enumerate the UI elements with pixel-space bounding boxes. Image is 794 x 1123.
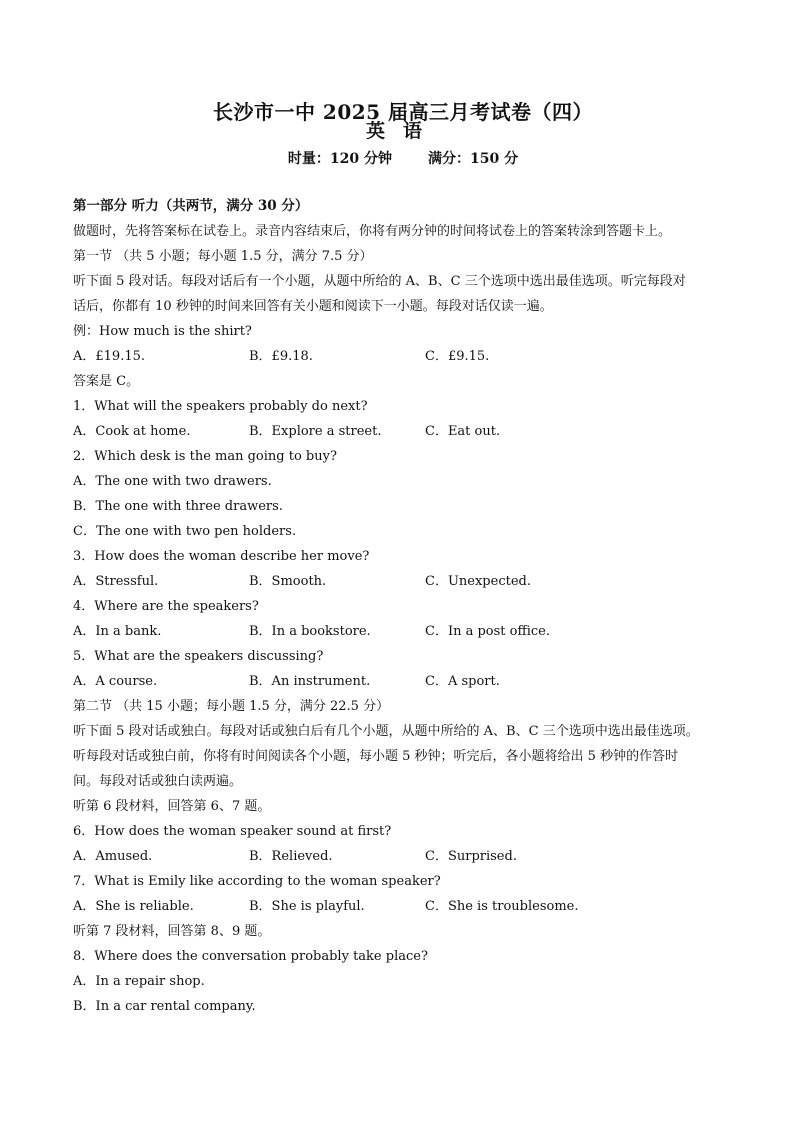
text-line: A．The one with two drawers. xyxy=(73,474,272,489)
option-row xyxy=(73,894,733,919)
answer-option: B．Smooth. xyxy=(249,574,327,589)
answer-option: B．She is playful. xyxy=(249,899,365,914)
exam-meta xyxy=(73,148,733,168)
answer-option: B．Relieved. xyxy=(249,849,333,864)
answer-option: A．Amused. xyxy=(73,849,153,864)
answer-option: A．£19.15. xyxy=(73,349,146,364)
answer-option: A．Stressful. xyxy=(73,574,159,589)
option-row xyxy=(73,619,733,644)
section-heading: 第一部分 听力（共两节，满分 30 分） xyxy=(73,198,309,214)
exam-title: 长沙市一中 2025 届高三月考试卷（四） xyxy=(212,100,594,124)
answer-option: B．An instrument. xyxy=(249,674,371,689)
text-line: 4．Where are the speakers? xyxy=(73,599,259,614)
answer-option: C．Surprised. xyxy=(425,849,517,864)
answer-option: C．She is troublesome. xyxy=(425,899,579,914)
text-line: 3．How does the woman describe her move? xyxy=(73,549,370,564)
answer-option: C．In a post office. xyxy=(425,624,550,639)
text-line: 话后，你都有 10 秒钟的时间来回答有关小题和阅读下一小题。每段对话仅读一遍。 xyxy=(73,299,553,314)
answer-option: A．She is reliable. xyxy=(73,899,194,914)
exam-subject: 英语 xyxy=(365,120,440,142)
text-line: A．In a repair shop. xyxy=(73,974,205,989)
answer-option: A．In a bank. xyxy=(73,624,162,639)
text-line: 听下面 5 段对话。每段对话后有一个小题，从题中所给的 A、B、C 三个选项中选出最佳选项。听完每段对 xyxy=(73,274,686,289)
text-line: 听每段对话或独白前，你将有时间阅读各个小题，每小题 5 秒钟；听完后，各小题将给出 5 秒钟的作答时 xyxy=(73,749,679,764)
text-line: B．In a car rental company. xyxy=(73,999,256,1014)
text-line: 做题时，先将答案标在试卷上。录音内容结束后，你将有两分钟的时间将试卷上的答案转涂到答题卡上。 xyxy=(73,224,672,239)
answer-option: C．A sport. xyxy=(425,674,500,689)
answer-option: B．£9.18. xyxy=(249,349,313,364)
text-line: B．The one with three drawers. xyxy=(73,499,283,514)
answer-option: B．In a bookstore. xyxy=(249,624,371,639)
text-line: 5．What are the speakers discussing? xyxy=(73,649,324,664)
text-line: 2．Which desk is the man going to buy? xyxy=(73,449,337,464)
text-line: 6．How does the woman speaker sound at first? xyxy=(73,824,392,839)
answer-option: A．Cook at home. xyxy=(73,424,191,439)
option-row xyxy=(73,844,733,869)
text-line: 听第 7 段材料，回答第 8、9 题。 xyxy=(73,924,271,939)
text-line: 第一节 （共 5 小题；每小题 1.5 分，满分 7.5 分） xyxy=(73,249,373,264)
exam-time: 时量：120 分钟 xyxy=(287,151,392,167)
text-line: C．The one with two pen holders. xyxy=(73,524,297,539)
answer-option: A．A course. xyxy=(73,674,158,689)
exam-content xyxy=(73,194,733,1019)
text-line: 听下面 5 段对话或独白。每段对话或独白后有几个小题，从题中所给的 A、B、C 三个选项中选出最佳选项。 xyxy=(73,724,699,739)
option-row xyxy=(73,419,733,444)
text-line: 答案是 C。 xyxy=(73,374,140,389)
option-row xyxy=(73,344,733,369)
text-line: 1．What will the speakers probably do next? xyxy=(73,399,368,414)
text-line: 例：How much is the shirt? xyxy=(73,324,252,339)
answer-option: C．£9.15. xyxy=(425,349,490,364)
exam-score: 满分：150 分 xyxy=(428,151,519,167)
answer-option: C．Unexpected. xyxy=(425,574,531,589)
option-row xyxy=(73,569,733,594)
text-line: 第二节 （共 15 小题；每小题 1.5 分，满分 22.5 分） xyxy=(73,699,390,714)
answer-option: C．Eat out. xyxy=(425,424,501,439)
answer-option: B．Explore a street. xyxy=(249,424,382,439)
text-line: 间。每段对话或独白读两遍。 xyxy=(73,774,243,789)
option-row xyxy=(73,669,733,694)
text-line: 7．What is Emily like according to the woman speaker? xyxy=(73,874,441,889)
text-line: 8．Where does the conversation probably take place? xyxy=(73,949,428,964)
text-line: 听第 6 段材料，回答第 6、7 题。 xyxy=(73,799,271,814)
